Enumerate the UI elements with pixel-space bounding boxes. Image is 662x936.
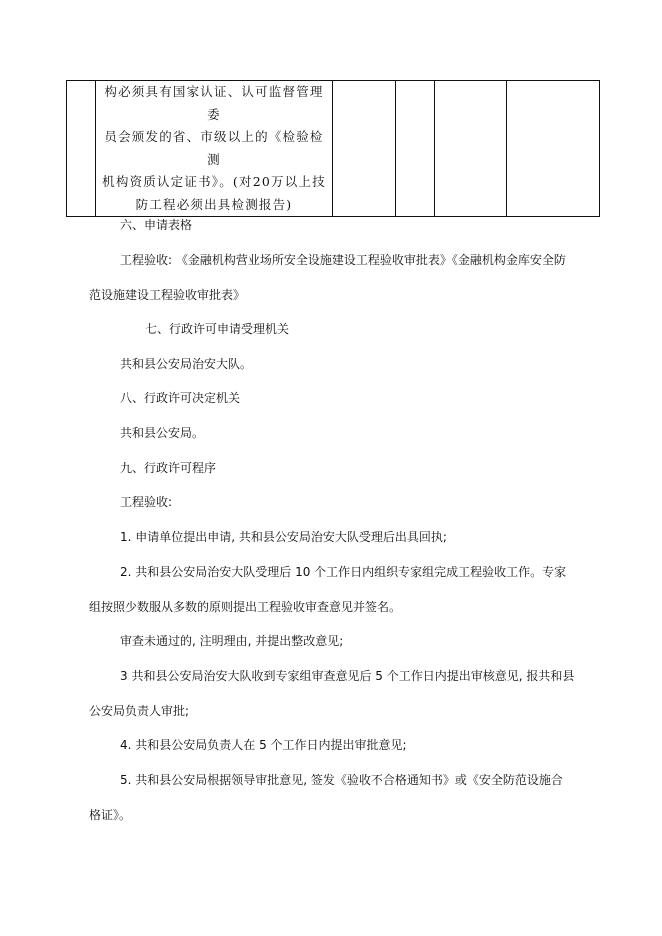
cell-line: 构必须具有国家认证、认可监督管理委 — [104, 84, 324, 122]
paragraph-line: 5. 共和县公安局根据领导审批意见, 签发《验收不合格通知书》或《安全防范设施合 — [120, 773, 563, 787]
paragraph-line: 1. 申请单位提出申请, 共和县公安局治安大队受理后出具回执; — [120, 530, 447, 544]
table-cell — [435, 81, 507, 217]
table-cell — [333, 81, 396, 217]
cell-line: 机构资质认定证书》。(对20万以上技 — [102, 174, 326, 189]
paragraph-line: 七、行政许可申请受理机关 — [145, 322, 290, 336]
cell-line: 防工程必须出具检测报告) — [135, 196, 293, 212]
cell-line: 员会颁发的省、市级以上的《检验检测 — [104, 129, 324, 167]
table-cell-requirements — [96, 81, 333, 217]
paragraph-line: 工程验收: 《金融机构营业场所安全设施建设工程验收审批表》《金融机构金库安全防 — [120, 253, 566, 267]
paragraph-line: 2. 共和县公安局治安大队受理后 10 个工作日内组织专家组完成工程验收工作。专家 — [120, 565, 567, 579]
paragraph-line: 3 共和县公安局治安大队收到专家组审查意见后 5 个工作日内提出审核意见, 报共和县 — [120, 669, 575, 683]
paragraph-line: 共和县公安局。 — [120, 426, 205, 440]
paragraph-line: 审查未通过的, 注明理由, 并提出整改意见; — [120, 634, 344, 648]
table-cell — [507, 81, 600, 217]
paragraph-line: 公安局负责人审批; — [89, 704, 190, 718]
paragraph-line: 范设施建设工程验收审批表》 — [89, 288, 246, 302]
table-cell — [396, 81, 435, 217]
paragraph-line: 组按照少数服从多数的原则提出工程验收审查意见并签名。 — [89, 600, 402, 614]
paragraph-line: 工程验收: — [120, 495, 173, 509]
paragraph-line: 八、行政许可决定机关 — [120, 391, 241, 405]
paragraph-line: 格证》。 — [89, 808, 132, 822]
requirements-table — [66, 80, 600, 217]
paragraph-line: 九、行政许可程序 — [120, 461, 217, 475]
table-cell — [67, 81, 96, 217]
paragraph-line: 4. 共和县公安局负责人在 5 个工作日内提出审批意见; — [120, 738, 407, 752]
table-row — [67, 81, 600, 217]
paragraph-line: 共和县公安局治安大队。 — [120, 357, 253, 371]
paragraph-line: 六、申请表格 — [120, 218, 193, 232]
